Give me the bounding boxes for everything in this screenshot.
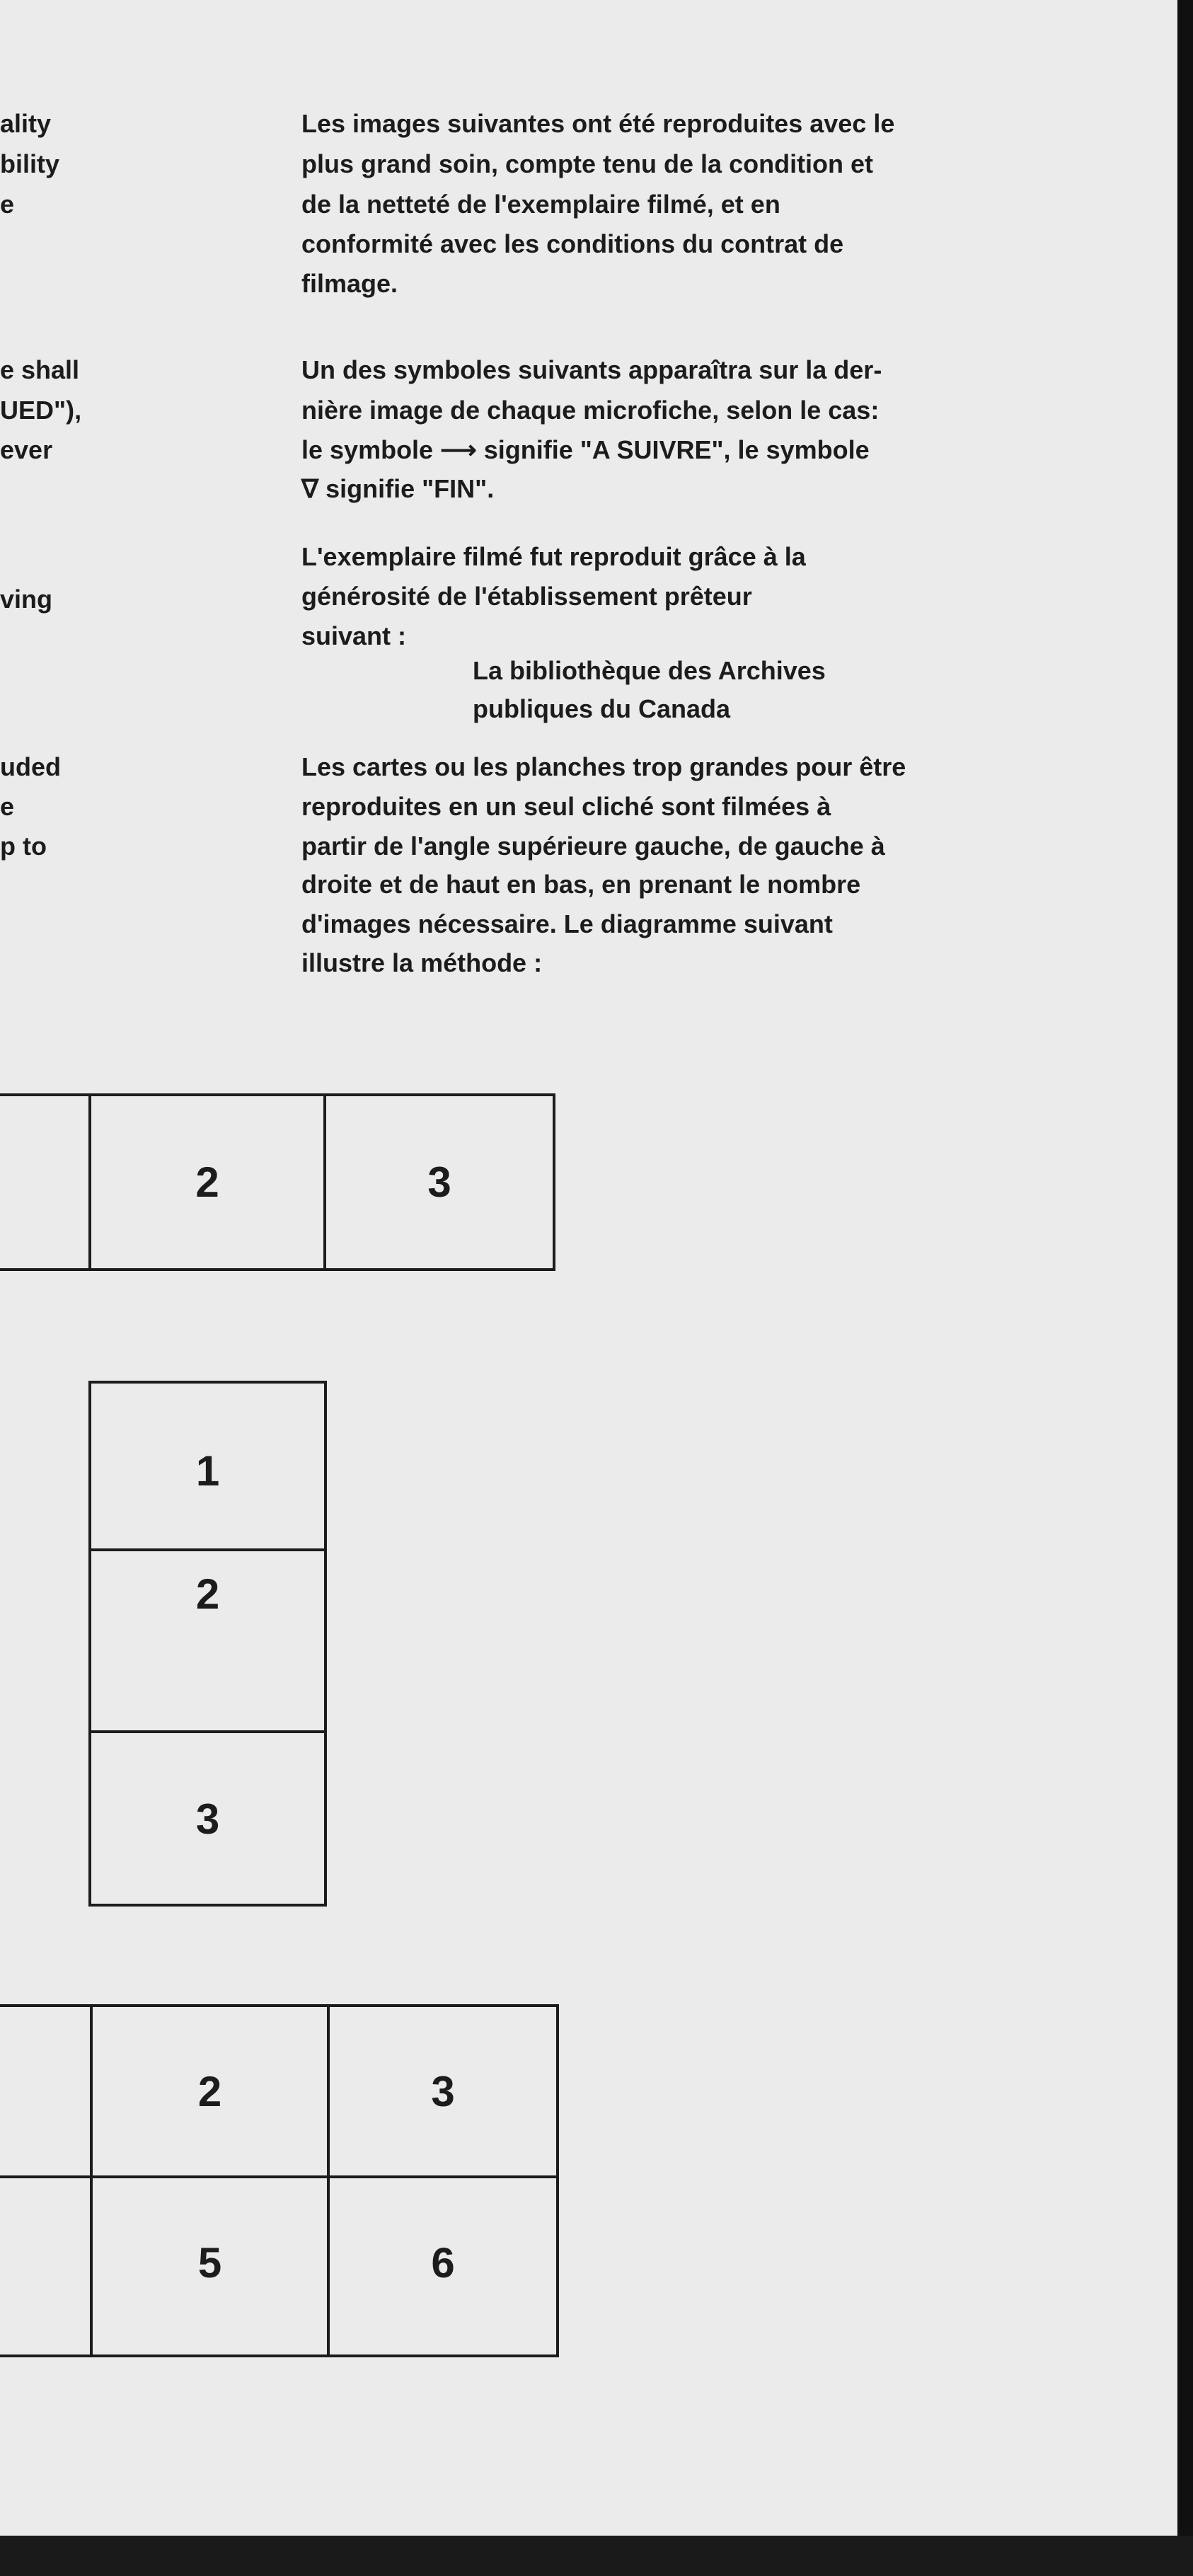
diagram-column-cell-2: 2 [195, 1570, 220, 1618]
maps-paragraph-line-6: illustre la méthode : [301, 948, 543, 977]
diagram-column-divider-2 [88, 1730, 327, 1733]
diagram-column-cell-3: 3 [195, 1795, 220, 1843]
lender-paragraph-line-3: suivant : [301, 621, 407, 650]
intro-paragraph-line-1: Les images suivantes ont été reproduites avec le [301, 109, 895, 138]
diagram-column-cell-1: 1 [195, 1447, 220, 1495]
lender-paragraph-line-2: générosité de l'établissement prêteur [301, 582, 752, 611]
diagram-grid-right-border [556, 2004, 559, 2357]
symbols-paragraph-line-3: le symbole ⟶ signifie "A SUIVRE", le symbole [301, 435, 870, 464]
symbols-paragraph-line-1: Un des symboles suivants apparaîtra sur la der- [301, 355, 882, 384]
left-fragment-4-line-3: p to [0, 832, 47, 861]
diagram-column-divider-1 [88, 1548, 327, 1551]
maps-paragraph-line-4: droite et de haut en bas, en prenant le nombre [301, 870, 861, 899]
institution-name-line-1: La bibliothèque des Archives [473, 656, 826, 685]
diagram-row-top-border [0, 1093, 555, 1096]
film-right-edge [1177, 0, 1193, 2576]
left-fragment-3-line-1: ving [0, 585, 53, 614]
diagram-grid-divider-1 [90, 2004, 93, 2357]
diagram-grid-cell-2: 2 [197, 2068, 222, 2115]
diagram-row-bottom-border [0, 1268, 555, 1271]
diagram-grid-divider-2 [327, 2004, 330, 2357]
intro-paragraph-line-3: de la netteté de l'exemplaire filmé, et en [301, 190, 780, 219]
diagram-grid-bottom-border [0, 2354, 559, 2357]
maps-paragraph-line-3: partir de l'angle supérieure gauche, de gauche à [301, 832, 885, 861]
intro-paragraph-line-2: plus grand soin, compte tenu de la condition et [301, 149, 874, 178]
left-fragment-4-line-2: e [0, 792, 15, 821]
intro-paragraph-line-5: filmage. [301, 269, 398, 298]
left-fragment-4-line-1: uded [0, 752, 61, 781]
symbols-paragraph-line-4: ∇ signifie "FIN". [301, 474, 495, 503]
film-bottom-edge [0, 2536, 1193, 2576]
diagram-row-cell-3: 3 [427, 1158, 451, 1206]
diagram-row-right-border [553, 1093, 555, 1271]
left-fragment-1-line-3: e [0, 190, 15, 219]
maps-paragraph-line-2: reproduites en un seul cliché sont filmées à [301, 792, 831, 821]
diagram-grid-cell-3: 3 [431, 2068, 455, 2115]
diagram-grid-cell-6: 6 [431, 2239, 455, 2287]
diagram-grid-cell-5: 5 [197, 2239, 222, 2287]
symbols-paragraph-line-2: nière image de chaque microfiche, selon le cas: [301, 396, 880, 425]
left-fragment-2-line-1: e shall [0, 355, 80, 384]
lender-paragraph-line-1: L'exemplaire filmé fut reproduit grâce à la [301, 542, 806, 571]
maps-paragraph-line-5: d'images nécessaire. Le diagramme suivant [301, 909, 833, 938]
left-fragment-1-line-1: ality [0, 109, 52, 138]
diagram-row-cell-2: 2 [195, 1158, 219, 1206]
left-fragment-1-line-2: bility [0, 149, 60, 178]
maps-paragraph-line-1: Les cartes ou les planches trop grandes pour être [301, 752, 906, 781]
diagram-grid-middle-border [0, 2175, 559, 2178]
left-fragment-2-line-3: ever [0, 435, 53, 464]
diagram-grid-top-border [0, 2004, 559, 2007]
intro-paragraph-line-4: conformité avec les conditions du contrat de [301, 229, 844, 258]
left-fragment-2-line-2: UED"), [0, 396, 82, 425]
institution-name-line-2: publiques du Canada [473, 694, 731, 723]
